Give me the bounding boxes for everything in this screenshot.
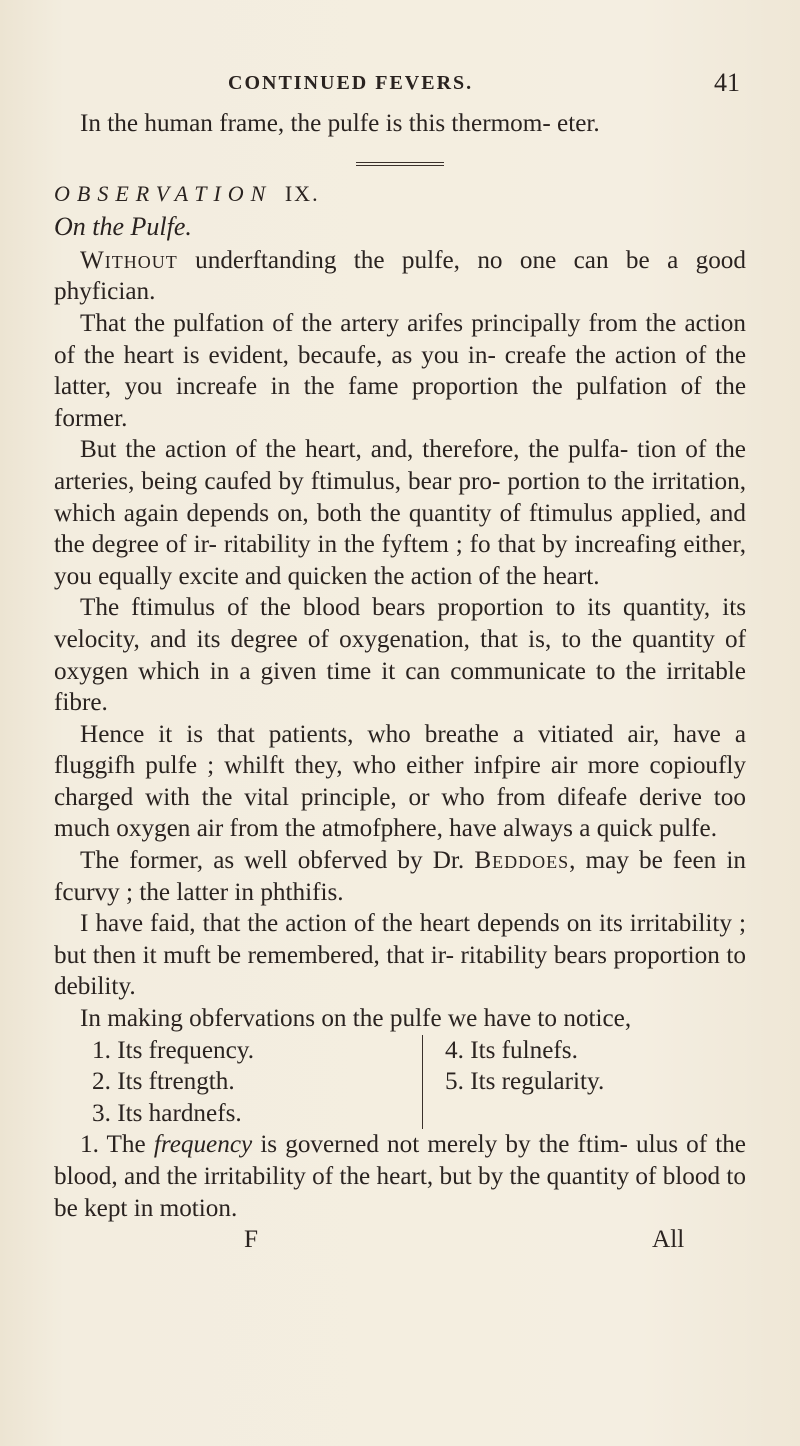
observation-number: IX. xyxy=(284,180,320,206)
observation-label: OBSERVATION xyxy=(54,180,273,206)
paragraph-text: , may be feen in fcurvy ; the latter in phthifis. xyxy=(54,847,746,906)
list-item: 3. Its hardnefs. xyxy=(92,1099,242,1127)
page-header xyxy=(0,68,800,102)
section-divider xyxy=(356,162,444,166)
list-item-empty xyxy=(445,1098,604,1130)
lead-word: Without xyxy=(80,246,178,274)
paragraph-text: underftanding the pulfe, no one can be a good phyfician. xyxy=(54,246,746,306)
signature-mark: F xyxy=(244,1226,259,1254)
observation-heading xyxy=(54,178,746,210)
paragraph xyxy=(54,1129,746,1224)
list-item: 2. Its ftrength. xyxy=(92,1068,235,1096)
paragraph xyxy=(54,845,746,908)
paragraph: Hence it is that patients, who breathe a vitiated air, have a fluggifh pulfe ; whilft they, who either infpire air more copioufly charged with the vital principle, or who from difeafe derive too much oxygen air from the atmofphere, have always a quick pulfe. xyxy=(54,720,746,843)
catchword: All xyxy=(652,1226,685,1254)
running-head: CONTINUED FEVERS. xyxy=(228,72,474,94)
paragraph-text: is governed not merely by the ftim- ulus of the blood, and the irritability of the heart, but by the quantity of blood to be kept in motion. xyxy=(54,1131,746,1222)
paragraph: That the pulfation of the artery arifes principally from the action of the heart is evident, becaufe, as you in- creafe the action of the latter, you increafe in the fame proportion the pulfation of the former. xyxy=(54,309,746,432)
paragraph: I have faid, that the action of the heart depends on its irritability ; but then it muft be remembered, that ir- ritability bears proportion to debility. xyxy=(54,910,746,1001)
page-number: 41 xyxy=(714,68,740,97)
body-text xyxy=(54,108,746,1256)
author-name: Beddoes xyxy=(474,847,570,875)
paragraph: But the action of the heart, and, therefore, the pulfa- tion of the arteries, being caufed by ftimulus, bear pro- portion to the irritation, which again depends on, both the quantity of ftimulus applied, and the degree of ir- ritability in the fyftem ; fo that by increafing either, you equally excite and quicken the action of the heart. xyxy=(54,436,746,590)
paragraph-text: The former, as well obferved by Dr. xyxy=(80,847,475,875)
paragraph: The ftimulus of the blood bears proportion to its quantity, its velocity, and its degree of oxygenation, that is, to the quantity of oxygen which in a given time it can communicate to the irritable fibre. xyxy=(54,594,746,717)
emphasized-term: frequency xyxy=(153,1131,253,1159)
list-column-right xyxy=(422,1035,604,1130)
section-title: On the Pulfe. xyxy=(54,212,192,242)
list-item: 5. Its regularity. xyxy=(445,1068,605,1096)
list-column-left xyxy=(92,1035,422,1130)
page-footer xyxy=(54,1224,746,1256)
pulse-qualities-list xyxy=(92,1035,746,1130)
paragraph xyxy=(54,245,746,308)
list-item: 4. Its fulnefs. xyxy=(445,1036,578,1064)
paragraph: In making obfervations on the pulfe we have to notice, xyxy=(80,1005,632,1033)
intro-paragraph: In the human frame, the pulfe is this thermom- eter. xyxy=(80,110,600,137)
paragraph-text: 1. The xyxy=(80,1131,154,1159)
list-item: 1. Its frequency. xyxy=(92,1036,255,1064)
